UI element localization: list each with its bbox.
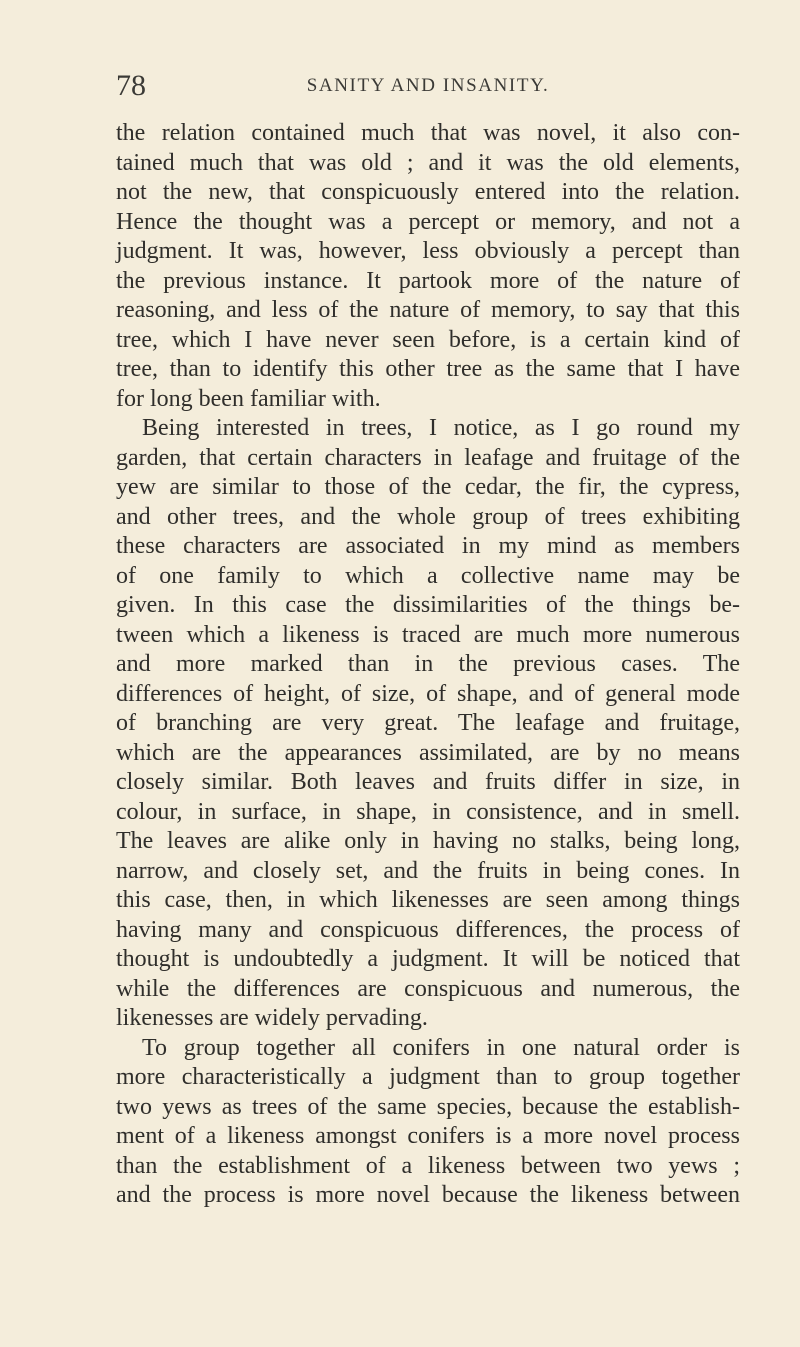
text-line: garden, that certain characters in leafage and fruitage of the <box>116 444 740 471</box>
page-number: 78 <box>116 69 146 102</box>
text-line: likenesses are widely pervading. <box>116 1005 428 1031</box>
text-line: of branching are very great. The leafage and fruitage, <box>116 710 740 736</box>
text-line: and other trees, and the whole group of trees exhibiting <box>116 503 740 530</box>
text-line: judgment. It was, however, less obviously a percept than <box>116 238 740 264</box>
body-text <box>116 119 740 1211</box>
text-line: than the establishment of a likeness between two yews ; <box>116 1152 740 1179</box>
text-line: closely similar. Both leaves and fruits differ in size, in <box>116 769 740 795</box>
text-line: more characteristically a judgment than to group together <box>116 1064 740 1090</box>
text-line: The leaves are alike only in having no stalks, being long, <box>116 828 740 854</box>
text-line: the previous instance. It partook more of the nature of <box>116 267 740 294</box>
text-line: these characters are associated in my mind as members <box>116 533 740 559</box>
text-line: colour, in surface, in shape, in consistence, and in smell. <box>116 798 740 825</box>
text-line: ment of a likeness amongst conifers is a more novel process <box>116 1123 740 1149</box>
text-line: and the process is more novel because the likeness between <box>116 1182 740 1208</box>
text-line: two yews as trees of the same species, because the establish- <box>116 1093 740 1120</box>
running-head: SANITY AND INSANITY. <box>306 75 550 96</box>
text-line: the relation contained much that was novel, it also con- <box>116 120 740 146</box>
text-line: this case, then, in which likenesses are seen among things <box>116 887 740 913</box>
text-line: reasoning, and less of the nature of memory, to say that this <box>116 297 740 323</box>
text-line: having many and conspicuous differences, the process of <box>116 916 740 943</box>
text-line: not the new, that conspicuously entered into the relation. <box>116 179 740 205</box>
text-line: narrow, and closely set, and the fruits in being cones. In <box>116 857 740 884</box>
text-line: tree, than to identify this other tree as the same that I have <box>116 356 740 382</box>
text-line: given. In this case the dissimilarities of the things be- <box>116 592 740 618</box>
text-line: To group together all conifers in one natural order is <box>142 1034 740 1061</box>
text-line: tween which a likeness is traced are much more numerous <box>116 621 740 648</box>
text-line: and more marked than in the previous cases. The <box>116 651 740 677</box>
text-line: for long been familiar with. <box>116 385 381 412</box>
text-line: of one family to which a collective name may be <box>116 562 740 589</box>
text-line: Being interested in trees, I notice, as I go round my <box>142 415 740 441</box>
text-line: which are the appearances assimilated, are by no means <box>116 739 740 766</box>
text-line: thought is undoubtedly a judgment. It will be noticed that <box>116 946 740 972</box>
text-line: while the differences are conspicuous and numerous, the <box>116 975 740 1002</box>
text-line: tree, which I have never seen before, is a certain kind of <box>116 326 740 353</box>
text-line: tained much that was old ; and it was the old elements, <box>116 149 740 176</box>
page-header <box>116 66 740 106</box>
text-line: differences of height, of size, of shape, and of general mode <box>116 680 740 707</box>
text-line: yew are similar to those of the cedar, the fir, the cypress, <box>116 474 740 500</box>
text-line: Hence the thought was a percept or memory, and not a <box>116 208 740 235</box>
